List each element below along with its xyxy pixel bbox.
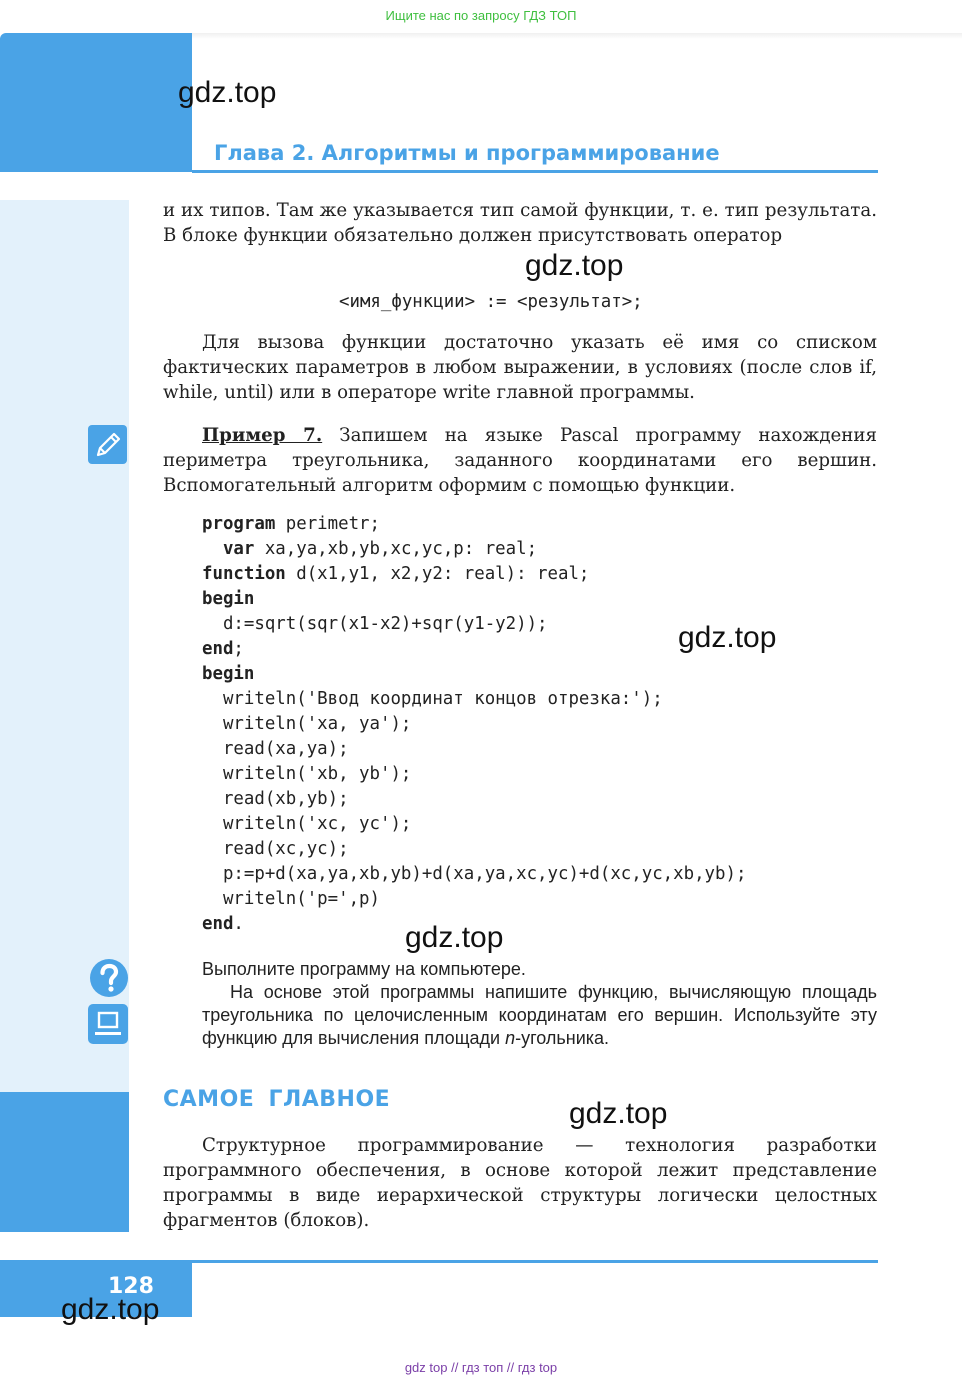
code-text: . (233, 914, 244, 934)
code-line (202, 837, 746, 862)
code-text: writeln('Ввод координат концов отрезка:'); (202, 689, 663, 709)
page-number: 128 (108, 1274, 154, 1299)
code-line (202, 662, 746, 687)
code-line (202, 612, 746, 637)
code-keyword: begin (202, 664, 255, 684)
code-text: read(xa,ya); (202, 739, 349, 759)
watermark: gdz.top (61, 1293, 160, 1326)
pascal-code-block (202, 512, 746, 937)
code-text: d(x1,y1, x2,y2: real): real; (285, 564, 590, 584)
code-line (202, 762, 746, 787)
function-assign-code: <имя_функции> := <результат>; (339, 292, 643, 312)
example-text: Запишем на языке Pascal программу нахождения периметра треугольника, заданного координатами его вершин. Вспомогательный алгоритм оформим с помощью функции. (163, 425, 877, 496)
code-text: p:=p+d(xa,ya,xb,yb)+d(xa,ya,xc,yc)+d(xc,yc,xb,yb); (202, 864, 747, 884)
code-keyword: end (202, 914, 234, 934)
code-line (202, 887, 746, 912)
code-text: read(xb,yb); (202, 789, 349, 809)
code-text: writeln('xc, yc'); (202, 814, 412, 834)
header-shade (192, 33, 962, 39)
code-line (202, 537, 746, 562)
watermark: gdz.top (678, 621, 777, 654)
task-block (202, 958, 877, 1050)
code-line (202, 812, 746, 837)
code-line (202, 562, 746, 587)
watermark: gdz.top (405, 921, 504, 954)
header-color-block (0, 33, 192, 172)
summary-paragraph (163, 1133, 877, 1233)
task-variable-n: n (505, 1028, 516, 1048)
watermark: gdz.top (525, 249, 624, 282)
code-line (202, 712, 746, 737)
code-line (202, 787, 746, 812)
code-text: read(xc,yc); (202, 839, 349, 859)
section-heading: САМОЕ ГЛАВНОЕ (163, 1087, 391, 1112)
code-line (202, 862, 746, 887)
code-text: perimetr; (275, 514, 380, 534)
summary-text: Структурное программирование — технология разработки программного обеспечения, в основе которой лежит представление программы в виде иерархической структуры логически целостных фрагментов (блоков). (163, 1135, 877, 1231)
watermark: gdz.top (569, 1097, 668, 1130)
code-line (202, 737, 746, 762)
bottom-banner[interactable]: gdz top // гдз топ // гдз top (404, 1360, 558, 1375)
header-rule (192, 170, 878, 173)
footer-rule (192, 1260, 878, 1263)
task-line-2-end: -угольника. (515, 1028, 610, 1048)
question-icon (89, 958, 129, 998)
code-line (202, 512, 746, 537)
code-line (202, 587, 746, 612)
top-banner[interactable]: Ищите нас по запросу ГДЗ ТОП (385, 8, 577, 23)
code-keyword: var (202, 539, 255, 559)
paragraph-call (163, 330, 877, 405)
sidebar-summary-block (0, 1092, 129, 1232)
paragraph-intro-text: и их типов. Там же указывается тип самой функции, т. е. тип результата. В блоке функции обязательно должен присутствовать оператор (163, 200, 877, 246)
code-keyword: program (202, 514, 276, 534)
watermark: gdz.top (178, 76, 277, 109)
code-text: ; (233, 639, 244, 659)
code-keyword: function (202, 564, 286, 584)
chapter-title: Глава 2. Алгоритмы и программирование (214, 141, 720, 165)
pencil-icon (88, 425, 127, 464)
computer-icon (88, 1004, 128, 1044)
code-keyword: begin (202, 589, 255, 609)
code-line (202, 637, 746, 662)
example-label: Пример 7. (202, 425, 323, 446)
task-line-1: Выполните программу на компьютере. (202, 959, 526, 979)
code-text: writeln('p=',p) (202, 889, 380, 909)
code-text: xa,ya,xb,yb,xc,yc,p: real; (254, 539, 538, 559)
code-text: writeln('xb, yb'); (202, 764, 412, 784)
paragraph-intro (163, 198, 877, 248)
task-line-2: На основе этой программы напишите функцию, вычисляющую площадь треугольника по целочисленным координатам его вершин. Используйте эту функцию для вычисления площади (202, 982, 877, 1048)
paragraph-call-text: Для вызова функции достаточно указать её имя со списком фактических параметров в любом выражении, в условиях (после слов if, while, until) или в операторе write главной программы. (163, 332, 877, 403)
code-text: writeln('xa, ya'); (202, 714, 412, 734)
code-text: d:=sqrt(sqr(x1-x2)+sqr(y1-y2)); (202, 614, 548, 634)
example-paragraph (163, 423, 877, 498)
code-keyword: end (202, 639, 234, 659)
code-line (202, 687, 746, 712)
